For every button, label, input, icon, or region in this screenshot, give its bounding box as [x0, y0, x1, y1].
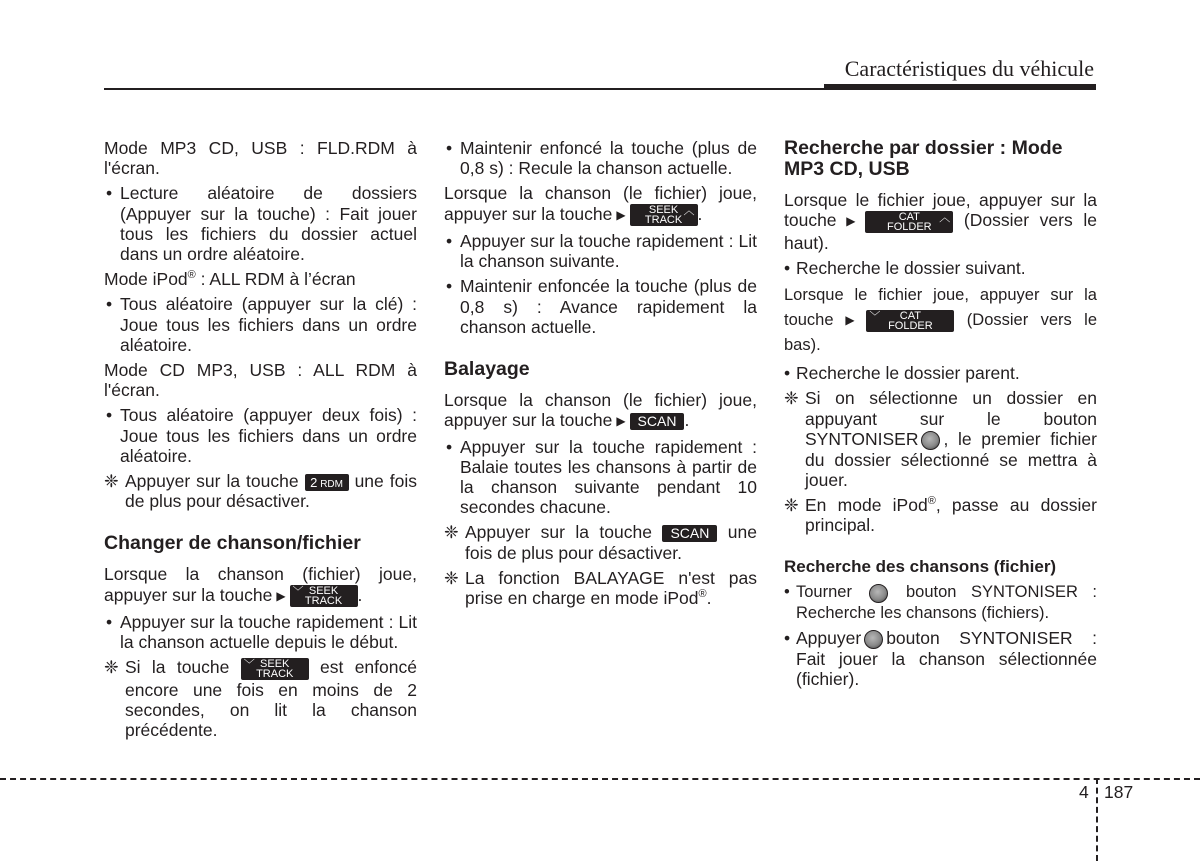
note-asterisk-icon: ❈ [444, 522, 459, 543]
chevron-down-icon: ﹀ [869, 310, 881, 323]
list-item: • Maintenir enfoncé la touche (plus de 0,8 s) : Recule la chanson actuelle. [446, 138, 757, 179]
note-item: ❈ La fonction BALAYAGE n'est pas prise en charge en mode iPod®. [444, 567, 757, 609]
section-heading-folder-search: Recherche par dossier : Mode MP3 CD, USB [784, 137, 1063, 180]
section-heading-change-song: Changer de chanson/fichier [104, 532, 361, 555]
paragraph-mp3-mode: Mode MP3 CD, USB : FLD.RDM à l'écran. [104, 138, 417, 179]
list-item: • Appuyer sur la touche rapidement : Lit la chanson actuelle depuis le début. [106, 612, 417, 653]
chevron-down-icon: ﹀ [243, 658, 255, 671]
section-heading-scan: Balayage [444, 358, 530, 380]
list-item: • Appuyer sur la touche rapidement : Balaie toutes les chansons à partir de la chanson suivante pendant 10 secondes chacune. [446, 436, 757, 518]
play-arrow-icon: ▶ [840, 214, 862, 229]
note-item: ❈ Si la touche ﹀ SEEK TRACK est enfoncé encore une fois en moins de 2 secondes, on lit la chanson précédente. [104, 657, 417, 741]
scan-button-icon: SCAN [630, 413, 685, 430]
seek-track-down-button-icon: ﹀ SEEK TRACK [241, 658, 309, 680]
chevron-up-icon: ︿ [683, 204, 695, 217]
page-header-title: Caractéristiques du véhicule [844, 56, 1094, 81]
list-item: • Recherche le dossier parent. [784, 363, 1020, 384]
paragraph-cd-mode: Mode CD MP3, USB : ALL RDM à l'écran. [104, 360, 417, 401]
play-arrow-icon: ▶ [276, 588, 286, 603]
seek-track-up-button-icon: ︿ SEEK TRACK [630, 204, 698, 226]
page-number: 187 [1104, 782, 1134, 802]
note-asterisk-icon: ❈ [784, 388, 799, 409]
column-3 [784, 138, 1097, 694]
column-1 [104, 138, 417, 745]
chevron-down-icon: ﹀ [292, 586, 304, 599]
footer-dashed-divider [1096, 778, 1098, 861]
list-item: • Tourner bouton SYNTONISER : Recherche les chansons (fichiers). [784, 583, 1098, 622]
header-rule-accent [824, 84, 1096, 90]
tune-knob-icon [864, 630, 883, 649]
seek-track-down-button-icon: ﹀ SEEK TRACK [290, 585, 358, 607]
play-arrow-icon: ▶ [616, 207, 626, 222]
paragraph-scan: Lorsque la chanson (le fichier) joue, appuyer sur la touche ▶ SCAN . [444, 390, 757, 431]
paragraph-folder-down: Lorsque le fichier joue, appuyer sur la touche ▶ ﹀ CAT FOLDER (Dossier vers le bas). [784, 285, 1097, 355]
list-item: • Lecture aléatoire de dossiers (Appuyer sur la touche) : Fait jouer tous les fichiers du dossier actuel dans un ordre aléatoire. [106, 183, 417, 265]
tune-knob-icon [869, 584, 888, 603]
list-item: • Appuyer sur la touche rapidement : Lit la chanson suivante. [446, 230, 757, 272]
chevron-up-icon: ︿ [939, 211, 951, 224]
list-item: • Maintenir enfoncée la touche (plus de 0,8 s) : Avance rapidement la chanson actuelle. [446, 276, 757, 337]
cat-folder-up-button-icon: ︿ CAT FOLDER [865, 211, 953, 233]
list-item: • Recherche le dossier suivant. [784, 257, 1026, 278]
cat-folder-down-button-icon: ﹀ CAT FOLDER [866, 310, 954, 332]
paragraph-change-song: Lorsque la chanson (fichier) joue, appuyer sur la touche ▶ ﹀ SEEK TRACK . [104, 564, 417, 608]
paragraph-folder-up: Lorsque le fichier joue, appuyer sur la touche ▶ ︿ CAT FOLDER (Dossier vers le haut). [784, 190, 1097, 253]
play-arrow-icon: ▶ [837, 313, 863, 328]
note-item: ❈ Appuyer sur la touche SCAN une fois de plus pour désactiver. [444, 522, 757, 563]
list-item: • Tous aléatoire (appuyer deux fois) : Joue tous les fichiers dans un ordre aléatoire. [106, 405, 417, 466]
list-item: • Tous aléatoire (appuyer sur la clé) : Joue tous les fichiers dans un ordre aléatoire. [106, 294, 417, 355]
note-asterisk-icon: ❈ [104, 471, 119, 492]
scan-button-icon: SCAN [662, 525, 717, 542]
column-2 [444, 138, 757, 613]
note-asterisk-icon: ❈ [784, 495, 799, 516]
note-asterisk-icon: ❈ [104, 657, 119, 678]
paragraph-next-song: Lorsque la chanson (le fichier) joue, appuyer sur la touche ▶ ︿ SEEK TRACK . [444, 183, 757, 226]
paragraph-ipod-mode: Mode iPod® : ALL RDM à l’écran [104, 269, 356, 290]
note-item: ❈ Si on sélectionne un dossier en appuyant sur le bouton SYNTONISER , le premier fichier du dossier sélectionné se mettra à jouer. [784, 388, 1097, 490]
chapter-number: 4 [1079, 782, 1089, 802]
play-arrow-icon: ▶ [616, 414, 626, 429]
section-heading-song-search: Recherche des chansons (fichier) [784, 557, 1057, 577]
note-item: ❈ Appuyer sur la touche 2 RDM une fois de plus pour désactiver. [104, 471, 417, 512]
list-item: • Appuyer bouton SYNTONISER : Fait jouer la chanson sélectionnée (fichier). [784, 627, 1097, 689]
footer-dashed-rule [0, 778, 1200, 780]
note-asterisk-icon: ❈ [444, 567, 459, 588]
rdm-button-icon: 2 RDM [305, 474, 349, 491]
note-item: ❈ En mode iPod®, passe au dossier principal. [784, 495, 1097, 536]
tune-knob-icon [921, 431, 940, 450]
